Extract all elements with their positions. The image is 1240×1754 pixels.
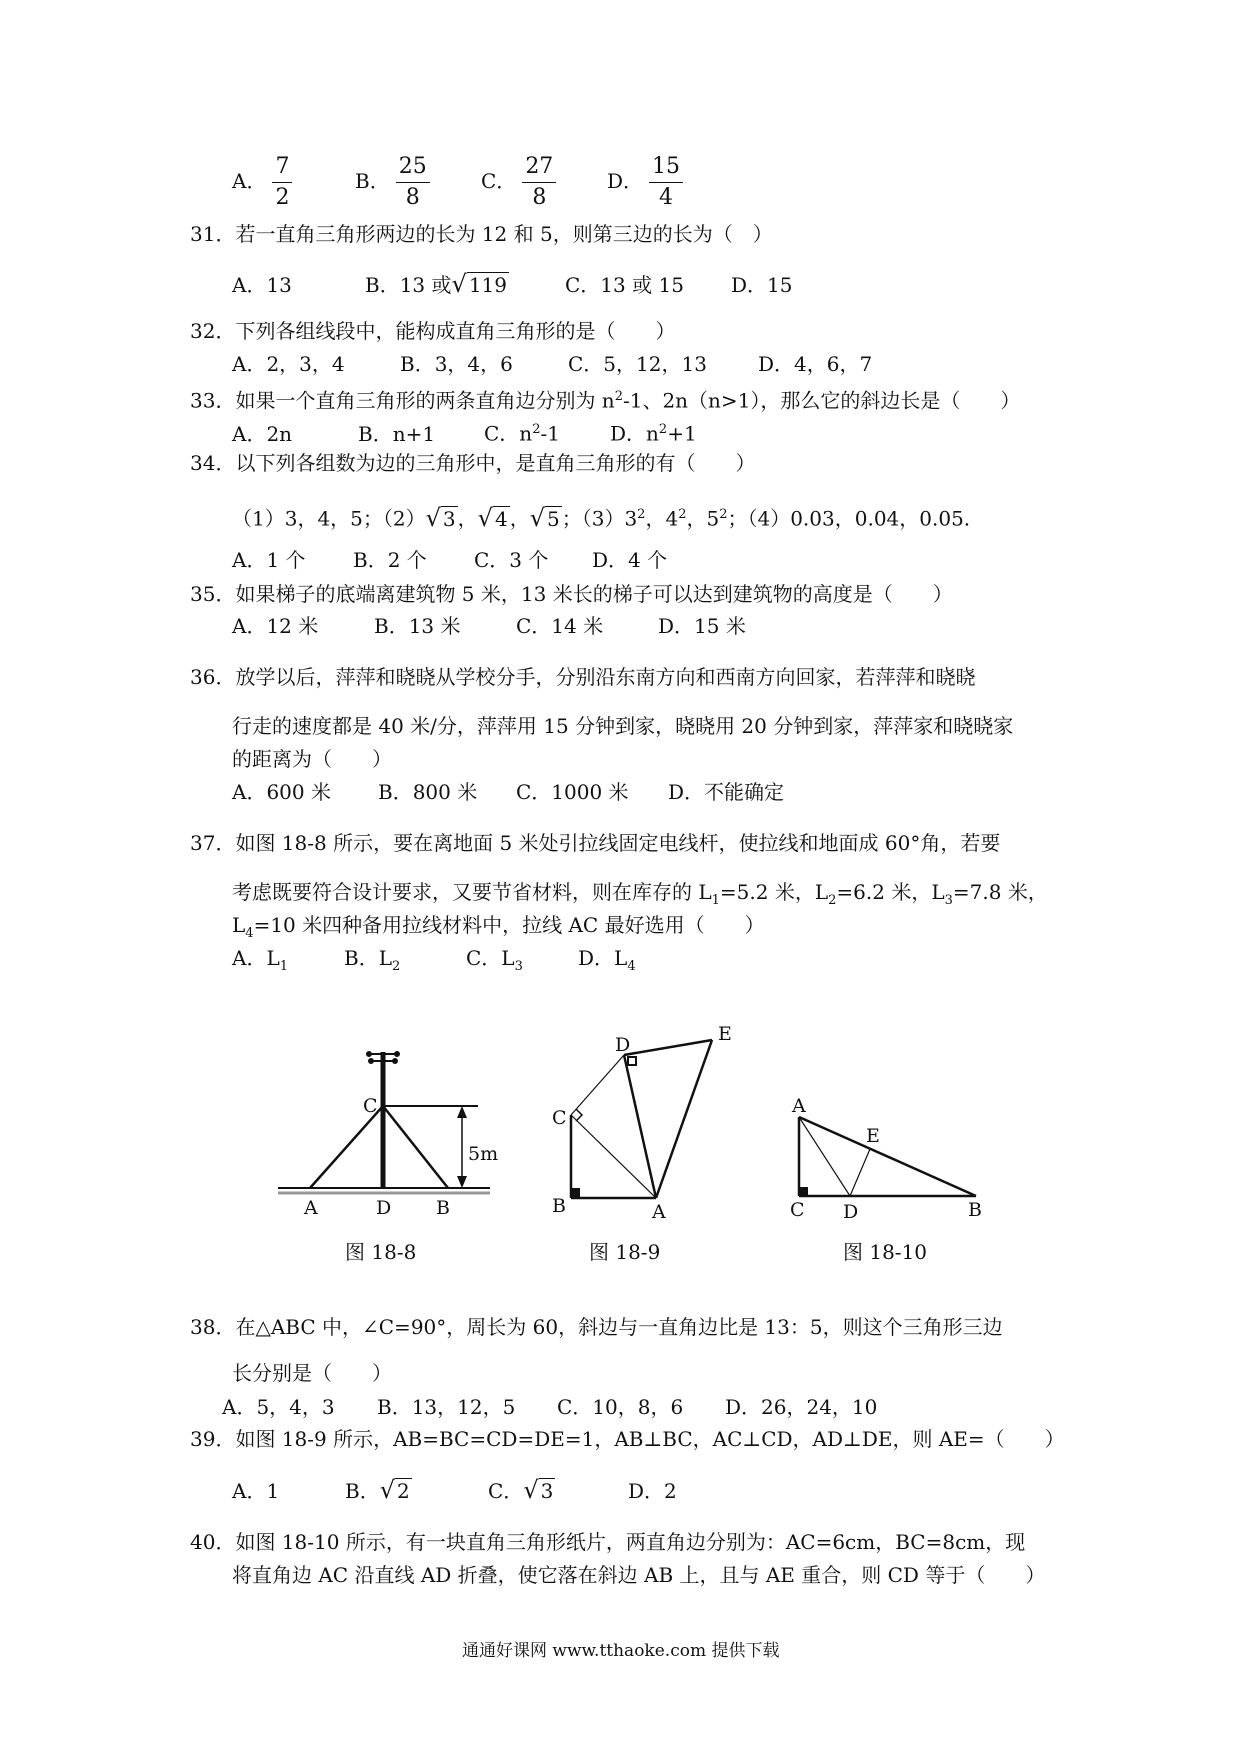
q35-option-b: B．13 米	[374, 614, 461, 638]
q31-option-b: B．13 或√ 119	[365, 270, 507, 298]
q32-option-d: D．4，6，7	[758, 352, 873, 376]
sqrt: √ 4	[477, 503, 508, 532]
q32-stem: 32．下列各组线段中，能构成直角三角形的是（ ）	[190, 319, 676, 343]
figure-18-8	[278, 1052, 490, 1194]
q34-option-c: C．3 个	[474, 548, 549, 572]
fig8-label-d: D	[376, 1197, 392, 1219]
fig8-label-c: C	[363, 1095, 378, 1117]
q31-option-d: D．15	[731, 273, 793, 297]
q30-option-d: D． $\frac{15}{4}$	[607, 154, 683, 211]
q32-option-c: C．5，12，13	[568, 352, 707, 376]
fig10-label-e: E	[866, 1125, 880, 1147]
sqrt: √ 3	[523, 1476, 554, 1504]
figure-18-10	[799, 1117, 976, 1196]
q33-option-a: A．2n	[232, 421, 293, 446]
sqrt: √ 119	[451, 270, 507, 298]
fraction: $\frac{15}{4}$	[649, 154, 683, 211]
q30-option-a: A． $\frac{7}{2}$	[232, 154, 355, 211]
q38-option-c: C．10，8，6	[557, 1395, 684, 1419]
q34-option-b: B．2 个	[353, 548, 427, 572]
q37-option-c: C．$L_3$	[466, 946, 523, 974]
q31-option-a: A．13	[232, 273, 292, 297]
fig8-label-b: B	[436, 1197, 450, 1219]
q39-option-b: B．√ 2	[345, 1476, 410, 1504]
q33-option-c: C．$n^2-1$	[484, 421, 560, 446]
q33-option-d: D．$n^2+1$	[610, 421, 697, 446]
q38-option-b: B．13，12，5	[377, 1395, 516, 1419]
fig8-label-a: A	[304, 1197, 318, 1219]
q30-option-b: B． $\frac{25}{8}$	[355, 154, 481, 211]
q38-line1: 38．在△ABC 中，∠C=90°，周长为 60，斜边与一直角边比是 13：5，则这个三角形三边	[190, 1315, 1003, 1339]
q40-line2: 将直角边 AC 沿直线 AD 折叠，使它落在斜边 AB 上，且与 AE 重合，则 CD 等于（ ）	[232, 1563, 1046, 1587]
q35-option-d: D．15 米	[658, 614, 746, 638]
q39-option-c: C．√ 3	[488, 1476, 554, 1504]
q33-option-b: B．n+1	[358, 421, 436, 446]
q34-number-groups: （1）3，4，5；（2）√ 3 ，√ 4 ，√ 5 ；$(3)3^2$，$4^2$，$5^2$；（4）0.03，0.04，0.05.	[232, 503, 971, 532]
fig9-label-e: E	[718, 1023, 732, 1045]
fig10-caption: 图 18-10	[843, 1240, 928, 1264]
sqrt: √ 5	[529, 503, 560, 532]
fig10-label-c: C	[790, 1199, 805, 1221]
q39-option-d: D．2	[628, 1479, 677, 1503]
q36-option-b: B．800 米	[378, 780, 478, 804]
q35-stem: 35．如果梯子的底端离建筑物 5 米，13 米长的梯子可以达到建筑物的高度是（ ）	[190, 582, 953, 606]
fig9-caption: 图 18-9	[589, 1240, 661, 1264]
q38-option-a: A．5，4，3	[222, 1395, 335, 1419]
q32-option-b: B．3，4，6	[400, 352, 513, 376]
fig10-label-a: A	[792, 1095, 806, 1117]
q37-line3: $L_4=10$ 米四种备用拉线材料中，拉线 AC 最好选用（ ）	[232, 913, 765, 941]
q39-option-a: A．1	[232, 1479, 280, 1503]
q36-line2: 行走的速度都是 40 米/分，萍萍用 15 分钟到家，晓晓用 20 分钟到家，萍萍家和晓晓家	[232, 714, 1014, 738]
fig8-caption: 图 18-8	[345, 1240, 417, 1264]
q39-options	[232, 1478, 677, 1503]
page-footer: 通通好课网 www.tthaoke.com 提供下载	[462, 1641, 780, 1661]
fig10-label-b: B	[968, 1199, 982, 1221]
q31-option-c: C．13 或 15	[565, 273, 684, 297]
q37-option-d: D．$L_4$	[578, 946, 636, 974]
q36-line1: 36．放学以后，萍萍和晓晓从学校分手，分别沿东南方向和西南方向回家，若萍萍和晓晓	[190, 665, 976, 689]
fig9-label-b: B	[552, 1195, 566, 1217]
q32-option-a: A．2，3，4	[232, 352, 345, 376]
fig9-label-a: A	[652, 1201, 666, 1223]
figure-18-9	[571, 1040, 712, 1198]
q35-option-c: C．14 米	[516, 614, 604, 638]
q37-line1: 37．如图 18-8 所示，要在离地面 5 米处引拉线固定电线杆，使拉线和地面成 60°角，若要	[190, 831, 1001, 855]
q34-option-d: D．4 个	[592, 548, 668, 572]
q31-stem: 31．若一直角三角形两边的长为 12 和 5，则第三边的长为（ ）	[190, 222, 773, 246]
q34-stem: 34．以下列各组数为边的三角形中，是直角三角形的有（ ）	[190, 451, 756, 475]
fig8-label-height: 5m	[468, 1143, 499, 1165]
q36-option-c: C．1000 米	[516, 780, 629, 804]
sqrt: √ 2	[379, 1476, 410, 1504]
q30-option-c: C． $\frac{27}{8}$	[481, 154, 607, 211]
q35-option-a: A．12 米	[232, 614, 319, 638]
fig10-label-d: D	[843, 1201, 859, 1223]
q37-option-b: B．$L_2$	[344, 946, 401, 974]
q33-stem: 33．如果一个直角三角形的两条直角边分别为 $n^2-1$、2n（n>1），那么它的斜边长是（ ）	[190, 388, 1021, 413]
fig9-label-d: D	[615, 1034, 631, 1056]
q37-option-a: A．$L_1$	[232, 946, 289, 974]
q40-line1: 40．如图 18-10 所示，有一块直角三角形纸片，两直角边分别为：AC=6cm，BC=8cm，现	[190, 1530, 1026, 1554]
q39-stem: 39．如图 18-9 所示，AB=BC=CD=DE=1，AB⊥BC，AC⊥CD，AD⊥DE，则 AE=（ ）	[190, 1427, 1065, 1451]
q36-option-d: D．不能确定	[668, 780, 785, 804]
q37-line2: 考虑既要符合设计要求，又要节省材料，则在库存的 $L_1=5.2$ 米，$L_2=6.2$ 米，$L_3=7.8$ 米，	[232, 880, 1048, 908]
fraction: $\frac{7}{2}$	[272, 154, 292, 211]
fig9-label-c: C	[552, 1107, 567, 1129]
fraction: $\frac{27}{8}$	[522, 154, 556, 211]
q38-line2: 长分别是（ ）	[232, 1361, 392, 1385]
sqrt: √ 3	[425, 503, 456, 532]
q36-line3: 的距离为（ ）	[232, 747, 392, 771]
q38-option-d: D．26，24，10	[725, 1395, 878, 1419]
q34-option-a: A．1 个	[232, 548, 306, 572]
fraction: $\frac{25}{8}$	[396, 154, 430, 211]
q36-option-a: A．600 米	[232, 780, 331, 804]
q38-options	[222, 1395, 877, 1419]
